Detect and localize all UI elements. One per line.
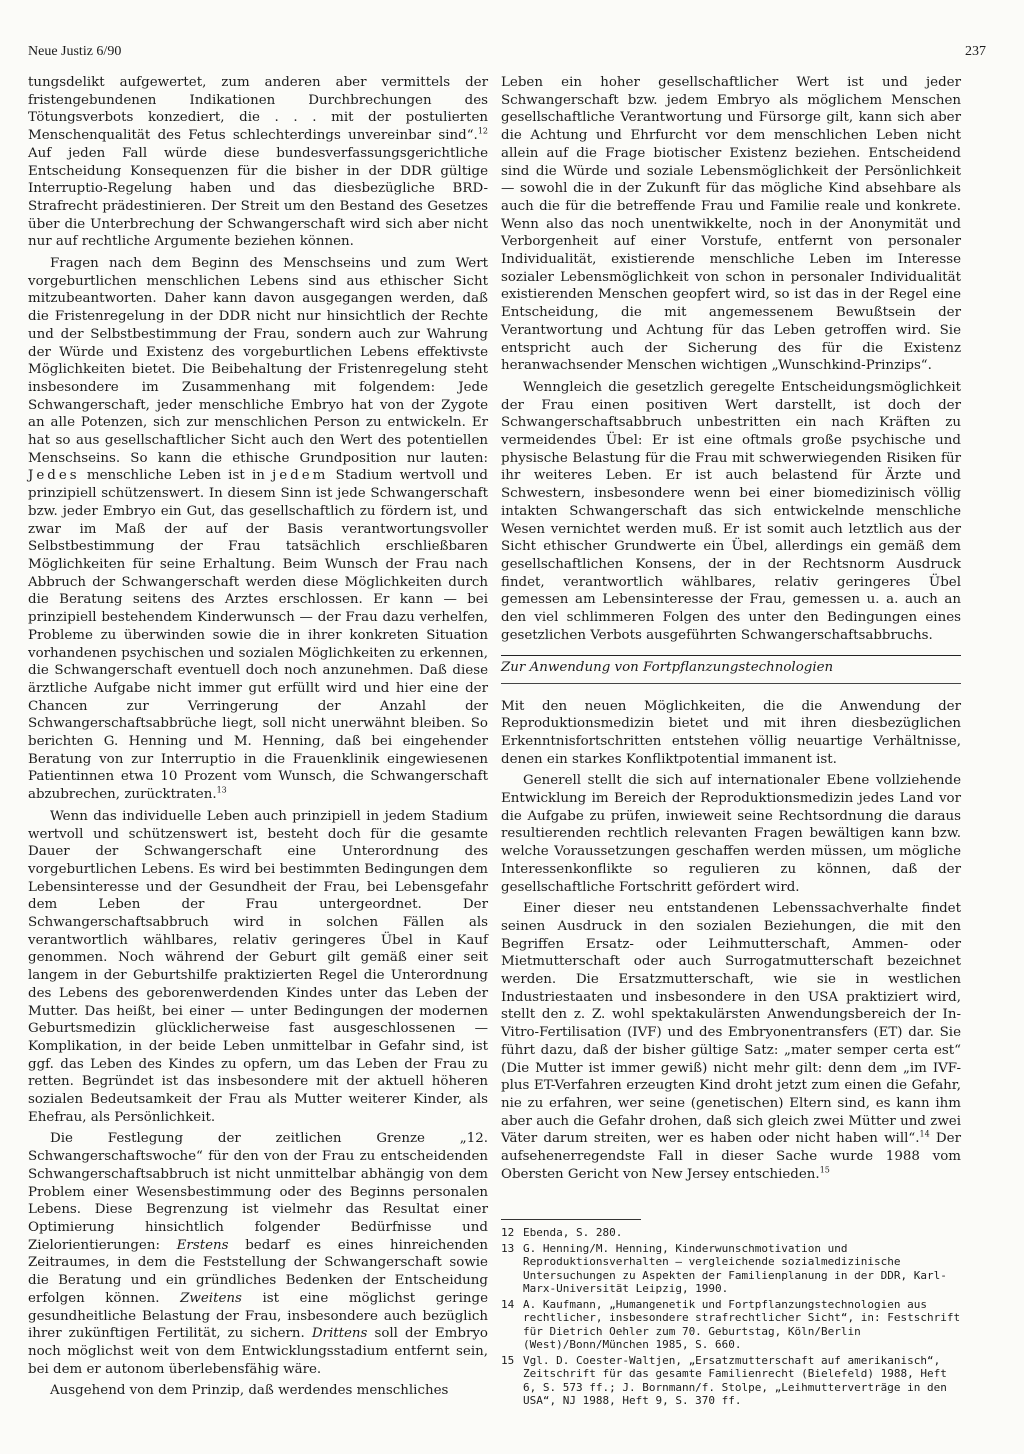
paragraph: Mit den neuen Möglichkeiten, die die Anwendung der Reproduktionsmedizin bietet und mit ihren diesbezüglichen Erkenntnisfortschritten entstehen völlig neuartige Verhältnisse, denen ein starkes Konfliktpotential immanent ist.	[501, 698, 961, 767]
paragraph: Generell stellt die sich auf internationaler Ebene vollziehende Entwicklung im Bereich der Reproduktionsmedizin jedes Land vor die Aufgabe zu prüfen, inwieweit seine Rechtsordnung die daraus resultierenden rechtlich relevanten Fragen bewältigen kann bzw. welche Voraussetzungen geschaffen werden müssen, um mögliche Interessenkonflikte so regulieren zu können, daß der gesellschaftliche Fortschritt gefördert wird.	[501, 773, 961, 895]
paragraph: Leben ein hoher gesellschaftlicher Wert ist und jeder Schwangerschaft bzw. jedem Embryo als möglichem Menschen gesellschaftliche Verantwortung und Fürsorge gilt, kann sich aber die Achtung und Ehrfurcht vor dem menschlichen Leben nicht allein auf die Frage biotischer Existenz beziehen. Entscheidend sind die Würde und soziale Lebensmöglichkeit der Persönlichkeit — sowohl die in der Zukunft für das mögliche Kind absehbare als auch die für die betreffende Frau und Familie reale und konkrete. Wenn also das noch unentwikkelte, noch in der Anonymität und Verborgenheit auf einer Vorstufe, entfernt von personaler Individualität, existierende menschliche Leben im Interesse sozialer Lebensmöglichkeit von schon in personaler Individualität existierenden Menschen geopfert wird, so ist das in der Regel eine Entscheidung, die mit angemessenem Bewußtsein der Verantwortung und Achtung für das Leben getroffen wird. Sie entspricht auch der Sicherung des für die Existenz heranwachsender Menschen wichtigen „Wunschkind-Prinzips“.	[501, 75, 961, 374]
footnotes	[501, 1226, 961, 1408]
footnote-ref[interactable]: 15	[819, 1165, 830, 1175]
paragraph: Wenn das individuelle Leben auch prinzipiell in jedem Stadium wertvoll und schützenswert ist, besteht doch für die gesamte Dauer der Schwangerschaft eine Unterordnung des vorgeburtlichen Lebens. Es wird bei bestimmten Bedingungen dem Lebensinteresse und der Gesundheit der Frau, bei Lebensgefahr dem Leben der Frau untergeordnet. Der Schwangerschaftsabbruch wird in solchen Fällen als verantwortlich wählbares, relativ geringeres Übel in Kauf genommen. Noch während der Geburt gilt gemäß einer seit langem in der Geburtshilfe praktizierten Regel die Unterordnung des Lebens des geborenwerdenden Kindes unter das Leben der Mutter. Das heißt, bei einer — unter Bedingungen der modernen Geburtsmedizin glücklicherweise fast ausgeschlossenen — Komplikation, in der beide Leben unmittelbar in Gefahr sind, ist ggf. das Leben des Kindes zu opfern, um das Leben der Frau zu retten. Begründet ist das insbesondere mit der aktuell höheren sozialen Bedeutsamkeit der Frau als Mutter weiterer Kinder, als Ehefrau, als Persönlichkeit.	[28, 808, 488, 1125]
footnote-divider	[501, 1219, 641, 1220]
footnote-ref[interactable]: 13	[216, 785, 227, 795]
page-header	[28, 44, 986, 64]
italic-emphasis: Drittens	[311, 1326, 368, 1342]
italic-emphasis: Erstens	[176, 1237, 229, 1253]
footnote-ref[interactable]: 12	[477, 126, 488, 136]
section-divider	[501, 683, 961, 684]
footnote-ref[interactable]: 14	[919, 1129, 930, 1139]
footnote: 13 G. Henning/M. Henning, Kinderwunschmotivation und Reproduktionsverhalten — vergleichende sozialmedizinische Untersuchungen zu Aspekten der Familienplanung in der DDR, Karl-Marx-Universität Leipzig, 1990.	[501, 1241, 947, 1296]
footnote: 14 A. Kaufmann, „Humangenetik und Fortpflanzungstechnologien aus rechtlicher, insbesondere strafrechtlicher Sicht“, in: Festschrift für Dietrich Oehler zum 70. Geburtstag, Köln/Berlin (West)/Bonn/München 1985, S. 660.	[501, 1297, 961, 1352]
paragraph: tungsdelikt aufgewertet, zum anderen aber vermittels der fristengebundenen Indikationen Durchbrechungen des Tötungsverbots konzediert, die . . . mit der postulierten Menschenqualität des Fetus schlechterdings unvereinbar sind“.$^{12}$ Auf jeden Fall würde diese bundesverfassungsgerichtliche Entscheidung Konsequenzen für die bisher in der DDR gültige Interruptio-Regelung haben und das diesbezügliche BRD-Strafrecht prädestinieren. Der Streit um den Bestand des Gesetzes über die Unterbrechung der Schwangerschaft wird sich aber nicht nur auf rechtliche Argumente beziehen können.	[28, 75, 488, 250]
page-number: 237	[965, 44, 986, 59]
paragraph: Die Festlegung der zeitlichen Grenze „12. Schwangerschaftswoche“ für den von der Frau zu entscheidenden Schwangerschaftsabbruch ist nicht unmittelbar abhängig von dem Problem einer Wesensbestimmung oder des Beginns personalen Lebens. Diese Begrenzung ist vielmehr das Resultat einer Optimierung hinsichtlich folgender Bedürfnisse und Zielorientierungen: Erstens bedarf es eines hinreichenden Zeitraumes, in dem die Feststellung der Schwangerschaft sowie die Beratung und ein gründliches Bedenken der Entscheidung erfolgen können. Zweitens ist eine möglichst geringe gesundheitliche Belastung der Frau, insbesondere auch bezüglich ihrer zukünftigen Fertilität, zu sichern. Drittens soll der Embryo noch möglichst weit von dem Entwicklungsstadium entfernt sein, bei dem er autonom überlebensfähig wäre.	[28, 1131, 488, 1377]
paragraph: Einer dieser neu entstandenen Lebenssachverhalte findet seinen Ausdruck in den sozialen Beziehungen, die mit den Begriffen Ersatz- oder Leihmutterschaft, Ammen- oder Mietmutterschaft oder auch Surrogatmutterschaft bezeichnet werden. Die Ersatzmutterschaft, wie sie in westlichen Industriestaaten und insbesondere in den USA praktiziert wird, stellt den z. Z. wohl spektakulärsten Anwendungsbereich der In-Vitro-Fertilisation (IVF) und des Embryonentransfers (ET) dar. Sie führt dazu, daß der bisher gültige Satz: „mater semper certa est“ (Die Mutter ist immer gewiß) nicht mehr gilt: denn dem „im IVF- plus ET-Verfahren erzeugten Kind droht jetzt zum einen die Gefahr, nie zu erfahren, wer seine (genetischen) Eltern sind, es kann ihm aber auch die Gefahr drohen, daß sich gleich zwei Mütter und zwei Väter darum streiten, wer es haben oder nicht haben will“.$^{14}$ Der aufsehenerregendste Fall in dieser Sache wurde 1988 vom Obersten Gericht von New Jersey entschieden.$^{15}$	[501, 901, 961, 1182]
paragraph: Ausgehend von dem Prinzip, daß werdendes menschliches	[50, 1383, 449, 1399]
spaced-emphasis: Jedes	[28, 468, 80, 484]
right-column	[501, 74, 961, 1410]
left-column	[28, 74, 488, 1400]
journal-title: Neue Justiz 6/90	[28, 44, 122, 59]
footnote: 12 Ebenda, S. 280.	[501, 1226, 623, 1240]
italic-emphasis: Zweitens	[180, 1290, 242, 1306]
paragraph: Fragen nach dem Beginn des Menschseins und zum Wert vorgeburtlichen menschlichen Lebens sind aus ethischer Sicht mitzubeantworten. Daher kann davon ausgegangen werden, daß die Fristenregelung in der DDR nicht nur hinsichtlich der Rechte und der Selbstbestimmung der Frau, sondern auch zur Wahrung der Würde und Existenz des vorgeburtlichen Lebens effektivste Möglichkeiten bietet. Die Beibehaltung der Fristenregelung steht insbesondere im Zusammenhang mit folgendem: Jede Schwangerschaft, jeder menschliche Embryo hat von der Zygote an alle Potenzen, sich zur menschlichen Person zu entwickeln. Er hat so aus gesellschaftlicher Sicht auch den Wert des potentiellen Menschseins. So kann die ethische Grundposition nur lauten: Jedes menschliche Leben ist in jedem Stadium wertvoll und prinzipiell schützenswert. In diesem Sinn ist jede Schwangerschaft bzw. jeder Embryo ein Gut, das gesellschaftlich zu fördern ist, und zwar im Maß der auf der Basis verantwortungsvoller Selbstbestimmung der Frau tatsächlich erschließbaren Möglichkeiten für seine Erhaltung. Beim Wunsch der Frau nach Abbruch der Schwangerschaft werden diese Möglichkeiten durch die Beratung seitens des Arztes erschlossen. Er kann — bei prinzipiell bestehendem Kinderwunsch — der Frau dazu verhelfen, Probleme zu überwinden sowie die in ihrer konkreten Situation vorhandenen psychischen und sozialen Möglichkeiten zu erkennen, die Schwangerschaft eventuell doch noch anzunehmen. Daß diese ärztliche Aufgabe nicht immer gut erfüllt wird und hier eine der Chancen zur Verringerung der Anzahl der Schwangerschaftsabbrüche liegt, soll nicht unerwähnt bleiben. So berichten G. Henning und M. Henning, daß bei eingehender Beratung von zur Interruptio in die Frauenklinik eingewiesenen Patientinnen etwa 10 Prozent vom Wunsch, die Schwangerschaft abzubrechen, zurücktraten.$^{13}$	[28, 256, 488, 803]
paragraph: Wenngleich die gesetzlich geregelte Entscheidungsmöglichkeit der Frau einen positiven Wert darstellt, ist doch der Schwangerschaftsabbruch unbestritten ein nach Kräften zu vermeidendes Übel: Er ist eine oftmals große psychische und physische Belastung für die Frau mit schwerwiegenden Risiken für ihr weiteres Leben. Er ist auch belastend für Ärzte und Schwestern, insbesondere wenn bei einer biomedizinisch völlig intakten Schwangerschaft das sich entwickelnde menschliche Wesen vernichtet werden muß. Er ist somit auch letztlich aus der Sicht ethischer Grundwerte ein Übel, allerdings ein gemäß dem gesellschaftlichen Konsens, der in der Rechtsnorm Ausdruck findet, verantwortlich wählbares, relativ geringeres Übel gemessen am Lebensinteresse der Frau, gemessen u. a. auch an den viel schlimmeren Folgen des unter den Bedingungen eines gesetzlichen Verbots ausgeführten Schwangerschaftsabbruchs.	[501, 379, 961, 643]
section-heading: Zur Anwendung von Fortpflanzungstechnologien	[501, 659, 834, 675]
footnote: 15 Vgl. D. Coester-Waltjen, „Ersatzmutterschaft auf amerikanisch“, Zeitschrift für das gesamte Familienrecht (Bielefeld) 1988, Heft 6, S. 573 ff.; J. Bornmann/f. Stolpe, „Leihmutterverträge in den USA“, NJ 1988, Heft 9, S. 370 ff.	[501, 1353, 947, 1408]
spaced-emphasis: jedem	[272, 468, 329, 484]
